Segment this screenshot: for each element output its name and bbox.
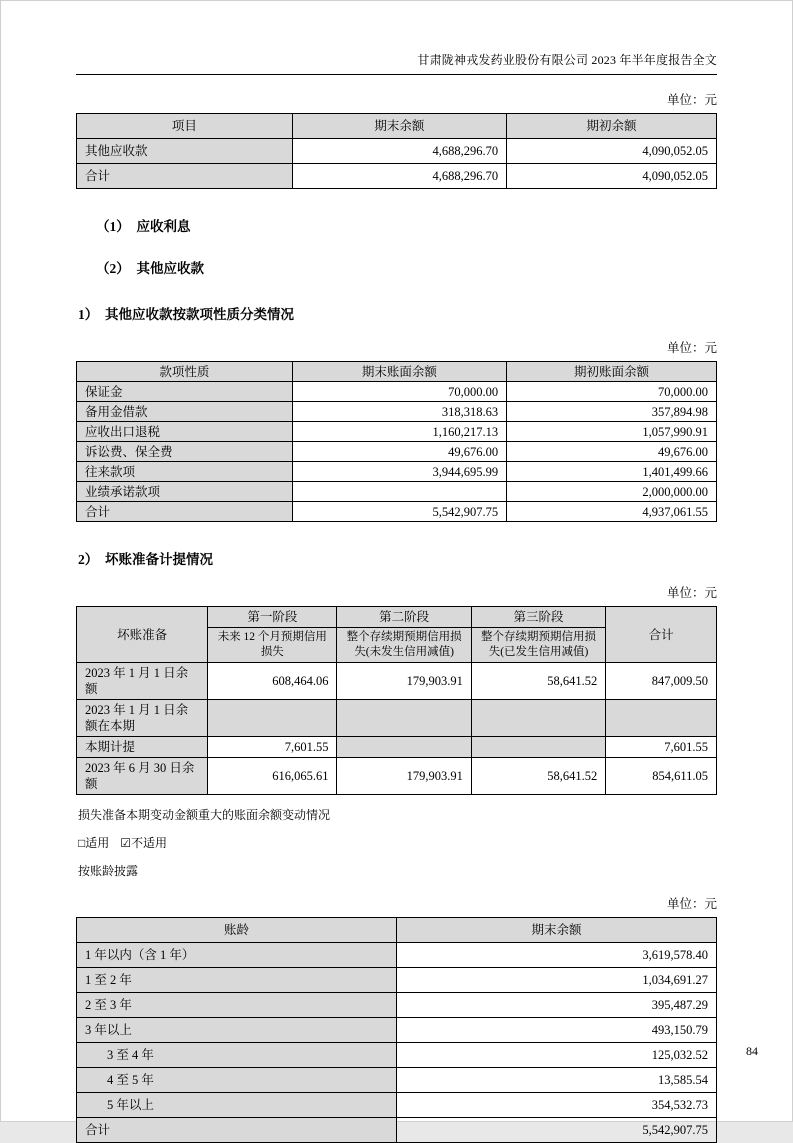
- row-label: 2023 年 6 月 30 日余额: [77, 758, 208, 795]
- row-label: 合计: [77, 164, 293, 189]
- table-header-row: [77, 362, 717, 382]
- cell-value: 125,032.52: [397, 1043, 717, 1068]
- column-header: 款项性质: [77, 362, 293, 382]
- unit-label: [76, 90, 717, 108]
- row-label: 应收出口退税: [77, 422, 293, 442]
- cell-value: 4,090,052.05: [507, 139, 717, 164]
- aging-disclosure-note: 按账龄披露: [78, 864, 139, 878]
- cell-value: 7,601.55: [606, 737, 717, 758]
- page-number: 84: [746, 1044, 758, 1058]
- table-row: [77, 993, 717, 1018]
- table-row: [77, 442, 717, 462]
- cell-value: [292, 482, 506, 502]
- cell-value: 4,688,296.70: [292, 139, 506, 164]
- heading-nature-classification: 1） 其他应收款按款项性质分类情况: [78, 307, 294, 322]
- row-label: 保证金: [77, 382, 293, 402]
- table-row: [77, 1043, 717, 1068]
- unit-label: [76, 583, 717, 601]
- cell-value: 7,601.55: [208, 737, 337, 758]
- cell-value: [208, 700, 337, 737]
- unit-label-text: 单位：元: [666, 586, 717, 600]
- table-row: [77, 402, 717, 422]
- cell-value: 2,000,000.00: [507, 482, 717, 502]
- cell-value: [606, 700, 717, 737]
- cell-value: 1,057,990.91: [507, 422, 717, 442]
- column-header: 期末账面余额: [292, 362, 506, 382]
- column-header: 期初账面余额: [507, 362, 717, 382]
- table-row: [77, 502, 717, 522]
- unit-label: [76, 894, 717, 912]
- cell-value: [471, 737, 605, 758]
- cell-value: 1,034,691.27: [397, 968, 717, 993]
- cell-value: 354,532.73: [397, 1093, 717, 1118]
- cell-value: 4,937,061.55: [507, 502, 717, 522]
- cell-value: 616,065.61: [208, 758, 337, 795]
- applicable-checkbox: □适用: [78, 836, 110, 850]
- document-header: [76, 51, 717, 75]
- table-row: [77, 700, 717, 737]
- row-label: 往来款项: [77, 462, 293, 482]
- table-row: [77, 482, 717, 502]
- cell-value: 13,585.54: [397, 1068, 717, 1093]
- cell-value: 49,676.00: [292, 442, 506, 462]
- cell-value: [337, 737, 471, 758]
- table-row: [77, 943, 717, 968]
- row-label: 4 至 5 年: [77, 1068, 397, 1093]
- cell-value: 5,542,907.75: [292, 502, 506, 522]
- total-header: 合计: [606, 607, 717, 663]
- column-header: 期末余额: [292, 114, 506, 139]
- row-label: 诉讼费、保全费: [77, 442, 293, 462]
- unit-label-text: 单位：元: [666, 897, 717, 911]
- table-row: [77, 737, 717, 758]
- table-row: [77, 1068, 717, 1093]
- row-label: 2023 年 1 月 1 日余额在本期: [77, 700, 208, 737]
- applicability-line: [78, 834, 717, 851]
- table-row: [77, 139, 717, 164]
- cell-value: [337, 700, 471, 737]
- stage-header: 第二阶段: [337, 607, 471, 628]
- heading-interest-receivable: （1） 应收利息: [96, 219, 191, 234]
- stage-header: 第一阶段: [208, 607, 337, 628]
- cell-value: 1,401,499.66: [507, 462, 717, 482]
- bad-debt-provision-table: [76, 606, 717, 795]
- row-label: 3 年以上: [77, 1018, 397, 1043]
- unit-label-text: 单位：元: [666, 93, 717, 107]
- change-note: 损失准备本期变动金额重大的账面余额变动情况: [78, 808, 331, 822]
- stage-subheader: 整个存续期预期信用损失(已发生信用减值): [471, 628, 605, 663]
- column-header: 期初余额: [507, 114, 717, 139]
- cell-value: 854,611.05: [606, 758, 717, 795]
- page-content: [1, 1, 792, 1143]
- corner-header: 坏账准备: [77, 607, 208, 663]
- row-label: 合计: [77, 1118, 397, 1143]
- cell-value: 1,160,217.13: [292, 422, 506, 442]
- cell-value: 5,542,907.75: [397, 1118, 717, 1143]
- table-row: [77, 382, 717, 402]
- aging-table: [76, 917, 717, 1143]
- stage-header: 第三阶段: [471, 607, 605, 628]
- table-header-row: [77, 607, 717, 628]
- row-label: 2 至 3 年: [77, 993, 397, 1018]
- not-applicable-checkbox: ☑不适用: [120, 836, 168, 850]
- cell-value: 608,464.06: [208, 663, 337, 700]
- row-label: 5 年以上: [77, 1093, 397, 1118]
- row-label: 其他应收款: [77, 139, 293, 164]
- table-row: [77, 968, 717, 993]
- row-label: 业绩承诺款项: [77, 482, 293, 502]
- cell-value: 3,944,695.99: [292, 462, 506, 482]
- cell-value: 70,000.00: [292, 382, 506, 402]
- table-row: [77, 663, 717, 700]
- table-row: [77, 1118, 717, 1143]
- cell-value: 318,318.63: [292, 402, 506, 422]
- heading-bad-debt-provision: 2） 坏账准备计提情况: [78, 552, 213, 567]
- nature-classification-table: [76, 361, 717, 522]
- cell-value: 70,000.00: [507, 382, 717, 402]
- cell-value: [471, 700, 605, 737]
- cell-value: 49,676.00: [507, 442, 717, 462]
- row-label: 1 至 2 年: [77, 968, 397, 993]
- report-title: 甘肃陇神戎发药业股份有限公司 2023 年半年度报告全文: [417, 53, 717, 67]
- cell-value: 4,688,296.70: [292, 164, 506, 189]
- row-label: 本期计提: [77, 737, 208, 758]
- stage-subheader: 未来 12 个月预期信用损失: [208, 628, 337, 663]
- stage-subheader: 整个存续期预期信用损失(未发生信用减值): [337, 628, 471, 663]
- row-label: 合计: [77, 502, 293, 522]
- cell-value: 847,009.50: [606, 663, 717, 700]
- table-row: [77, 164, 717, 189]
- column-header: 账龄: [77, 918, 397, 943]
- column-header: 项目: [77, 114, 293, 139]
- table-row: [77, 758, 717, 795]
- row-label: 2023 年 1 月 1 日余额: [77, 663, 208, 700]
- cell-value: 4,090,052.05: [507, 164, 717, 189]
- column-header: 期末余额: [397, 918, 717, 943]
- cell-value: 58,641.52: [471, 663, 605, 700]
- cell-value: 3,619,578.40: [397, 943, 717, 968]
- table-header-row: [77, 114, 717, 139]
- table-row: [77, 1018, 717, 1043]
- row-label: 备用金借款: [77, 402, 293, 422]
- cell-value: 58,641.52: [471, 758, 605, 795]
- unit-label: [76, 338, 717, 356]
- table-row: [77, 422, 717, 442]
- table-row: [77, 462, 717, 482]
- row-label: 3 至 4 年: [77, 1043, 397, 1068]
- heading-other-receivables: （2） 其他应收款: [96, 261, 204, 276]
- row-label: 1 年以内（含 1 年）: [77, 943, 397, 968]
- cell-value: 179,903.91: [337, 663, 471, 700]
- table-header-row: [77, 918, 717, 943]
- cell-value: 493,150.79: [397, 1018, 717, 1043]
- other-receivables-summary-table: [76, 113, 717, 189]
- table-row: [77, 1093, 717, 1118]
- cell-value: 179,903.91: [337, 758, 471, 795]
- cell-value: 395,487.29: [397, 993, 717, 1018]
- cell-value: 357,894.98: [507, 402, 717, 422]
- unit-label-text: 单位：元: [666, 341, 717, 355]
